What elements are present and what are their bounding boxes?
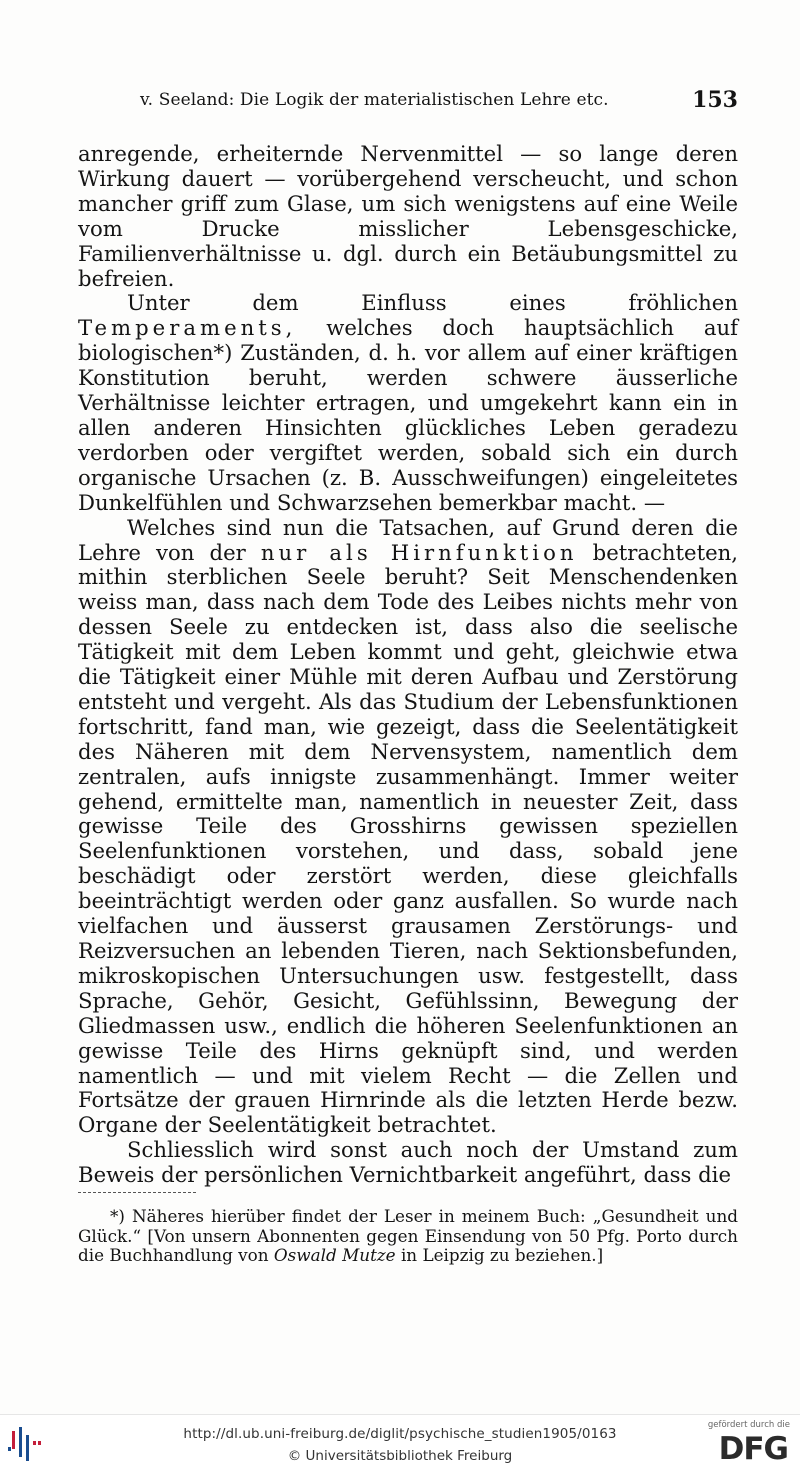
dfg-logo: DFG [718,1431,788,1467]
paragraph-3-start: Welches sind nun die Tatsachen, auf Grund deren die Lehre von der [78,514,738,565]
spaced-term-hirnfunktion: nur als Hirnfunktion [260,539,578,565]
paragraph-3 [78,516,738,1139]
paragraph-2-start: Unter dem Einfluss eines fröhlichen [127,290,738,316]
footer-url[interactable]: http://dl.ub.uni-freiburg.de/diglit/psychische_studien1905/0163 [183,1426,617,1442]
paragraph-3-rest: betrachteten, mithin sterblichen Seele beruht? Seit Menschendenken weiss man, dass nach dem Tode des Leibes nichts mehr von dessen Seele zu entdecken ist, dass also die seelische Tätigkeit mit dem Leben kommt und geht, gleichwie etwa die Tätigkeit einer Mühle mit deren Aufbau und Zerstörung entsteht und vergeht. Als das Studium der Lebensfunktionen fortschritt, fand man, wie gezeigt, dass die Seelentätigkeit des Näheren mit dem Nervensystem, namentlich dem zentralen, aufs innigste zusammenhängt. Immer weiter gehend, ermittelte man, namentlich in neuester Zeit, dass gewisse Teile des Grosshirns gewissen speziellen Seelenfunktionen vorstehen, und dass, sobald jene beschädigt oder zerstört werden, diese gleichfalls beeinträchtigt werden oder ganz ausfallen. So wurde nach vielfachen und äusserst grausamen Zerstörungs- und Reizversuchen an lebenden Tieren, nach Sektionsbefunden, mikroskopischen Untersuchungen usw. festgestellt, dass Sprache, Gehör, Gesicht, Gefühlssinn, Bewegung der Gliedmassen usw., endlich die höheren Seelenfunktionen an gewisse Teile des Hirns geknüpft sind, und werden namentlich — und mit vielem Recht — die Zellen und Fortsätze der grauen Hirnrinde als die letzten Herde bezw. Organe der Seelentätigkeit betrachtet. [78,539,738,1138]
footnote-text-end: in Leipzig zu beziehen.] [400,1245,604,1265]
running-title: v. Seeland: Die Logik der materialistischen Lehre etc. [140,90,609,110]
running-head [140,87,738,118]
paragraph-1: anregende, erheiternde Nervenmittel — so lange deren Wirkung dauert — vorübergehend verscheucht, und schon mancher griff zum Glase, um sich wenigstens auf eine Weile vom Drucke misslicher Lebensgeschicke, Familienverhältnisse u. dgl. durch ein Betäubungsmittel zu befreien. [78,141,738,291]
footnote [78,1207,738,1266]
footnote-italic-name: Oswald Mutze [273,1245,396,1265]
paragraph-2-rest: welches doch hauptsächlich auf biologischen*) Zuständen, d. h. vor allem auf einer kräftigen Konstitution beruht, werden schwere äusserliche Verhältnisse leichter ertragen, und umgekehrt kann ein in allen anderen Hinsichten glückliches Leben geradezu verdorben oder vergiftet werden, sobald sich ein durch organische Ursachen (z. B. Ausschweifungen) eingeleitetes Dunkelfühlen und Schwarzsehen bemerkbar macht. — [78,315,738,515]
page-number: 153 [692,87,738,113]
spaced-term-temperament: Temperaments, [78,315,297,341]
paragraph-2 [78,291,738,515]
dfg-note: gefördert durch die [707,1420,790,1430]
body-text [78,142,738,1188]
viewer-footer [0,1414,800,1473]
paragraph-4: Schliesslich wird sonst auch noch der Umstand zum Beweis der persönlichen Vernichtbarkeit angeführt, dass die [78,1137,738,1188]
footnote-rule [78,1192,196,1193]
footer-copyright: © Universitätsbibliothek Freiburg [287,1448,513,1464]
footnote-text-start: *) Näheres hierüber findet der Leser in meinem Buch: „Gesundheit und Glück.“ [Von unsern Abonnenten gegen Einsendung von 50 Pfg. Porto durch die Buchhandlung von [78,1206,738,1265]
